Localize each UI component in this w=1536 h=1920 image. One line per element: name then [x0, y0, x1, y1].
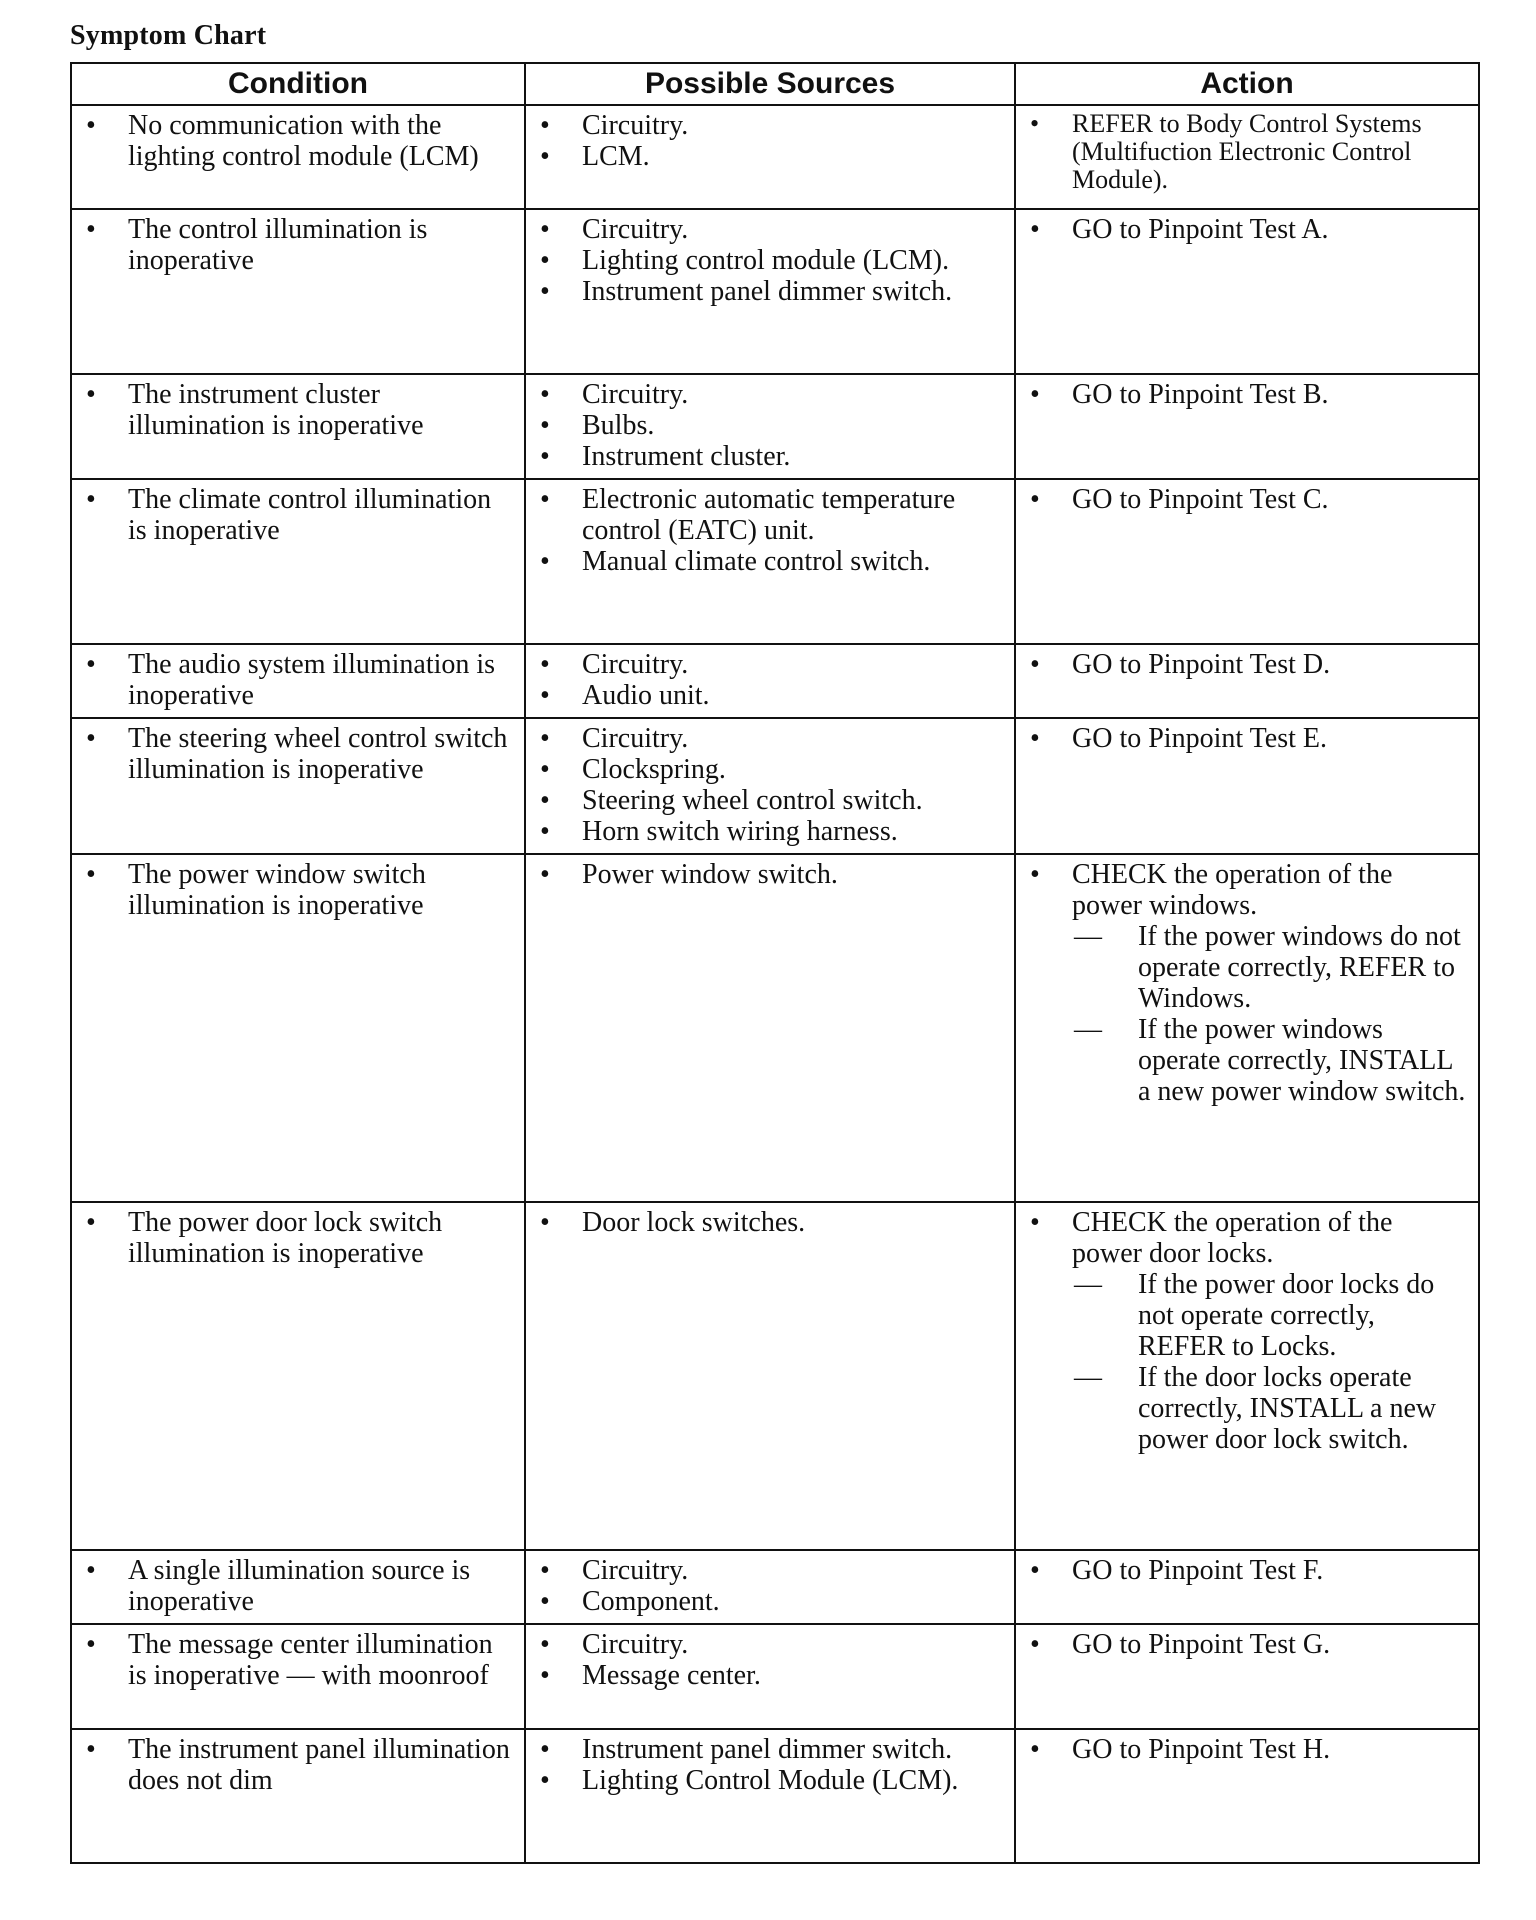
action-cell	[1015, 644, 1479, 718]
possible-sources-cell	[525, 718, 1015, 854]
source-item: • Steering wheel control switch.	[526, 785, 1014, 816]
action-cell	[1015, 854, 1479, 1202]
source-item: • Message center.	[526, 1660, 1014, 1691]
source-item: • Circuitry.	[526, 110, 1014, 141]
action-sub-item: — If the power windows do not operate correctly, REFER to Windows.	[1072, 921, 1468, 1014]
source-item: • Instrument panel dimmer switch.	[526, 276, 1014, 307]
condition-text: • The climate control illumination is inoperative	[72, 484, 524, 546]
condition-cell	[71, 105, 525, 209]
possible-sources-cell	[525, 1202, 1015, 1550]
table-row	[71, 854, 1479, 1202]
condition-text: • A single illumination source is inoperative	[72, 1555, 524, 1617]
action-item	[1016, 1734, 1478, 1765]
condition-text: • The instrument panel illumination does not dim	[72, 1734, 524, 1796]
table-body	[71, 105, 1479, 1863]
page-title: Symptom Chart	[70, 20, 267, 51]
possible-sources-cell	[525, 644, 1015, 718]
possible-sources-cell	[525, 374, 1015, 479]
table-row	[71, 479, 1479, 644]
possible-sources-cell	[525, 1624, 1015, 1729]
condition-cell	[71, 854, 525, 1202]
action-text: GO to Pinpoint Test A.	[1072, 214, 1329, 245]
action-sub-item: — If the door locks operate correctly, INSTALL a new power door lock switch.	[1072, 1362, 1468, 1455]
possible-sources-cell	[525, 105, 1015, 209]
action-item	[1016, 484, 1478, 515]
source-item: • Door lock switches.	[526, 1207, 1014, 1238]
action-cell	[1015, 1729, 1479, 1863]
condition-cell	[71, 644, 525, 718]
source-item: • Circuitry.	[526, 1629, 1014, 1660]
action-text: REFER to Body Control Systems (Multifuction Electronic Control Module).	[1072, 109, 1422, 194]
action-item	[1016, 379, 1478, 410]
action-cell	[1015, 1624, 1479, 1729]
source-item: • Instrument cluster.	[526, 441, 1014, 472]
possible-sources-cell	[525, 1729, 1015, 1863]
source-item: • Clockspring.	[526, 754, 1014, 785]
action-text: GO to Pinpoint Test B.	[1072, 379, 1329, 410]
source-item: • Circuitry.	[526, 649, 1014, 680]
condition-cell	[71, 1729, 525, 1863]
source-item: • Electronic automatic temperature control (EATC) unit.	[526, 484, 1014, 546]
condition-cell	[71, 374, 525, 479]
action-cell	[1015, 1550, 1479, 1624]
action-item	[1016, 214, 1478, 245]
table-row	[71, 1202, 1479, 1550]
condition-cell	[71, 1550, 525, 1624]
source-item: • Audio unit.	[526, 680, 1014, 711]
possible-sources-cell	[525, 209, 1015, 374]
action-item	[1016, 723, 1478, 754]
condition-text: • No communication with the lighting control module (LCM)	[72, 110, 524, 172]
condition-text: • The audio system illumination is inoperative	[72, 649, 524, 711]
table-row	[71, 718, 1479, 854]
action-sub-item: — If the power door locks do not operate correctly, REFER to Locks.	[1072, 1269, 1468, 1362]
action-text: CHECK the operation of the power door locks.	[1072, 1207, 1393, 1269]
action-text: GO to Pinpoint Test H.	[1072, 1734, 1331, 1765]
action-text: GO to Pinpoint Test E.	[1072, 723, 1327, 754]
condition-text: • The power door lock switch illumination is inoperative	[72, 1207, 524, 1269]
source-item: • Circuitry.	[526, 1555, 1014, 1586]
action-text: GO to Pinpoint Test F.	[1072, 1555, 1324, 1586]
condition-text: • The instrument cluster illumination is inoperative	[72, 379, 524, 441]
source-item: • Component.	[526, 1586, 1014, 1617]
source-item: • Power window switch.	[526, 859, 1014, 890]
action-cell	[1015, 374, 1479, 479]
source-item: • Bulbs.	[526, 410, 1014, 441]
source-item: • Manual climate control switch.	[526, 546, 1014, 577]
table-row	[71, 374, 1479, 479]
header-condition: Condition	[71, 63, 525, 105]
possible-sources-cell	[525, 854, 1015, 1202]
condition-cell	[71, 1624, 525, 1729]
table-row	[71, 1624, 1479, 1729]
source-item: • LCM.	[526, 141, 1014, 172]
table-row	[71, 105, 1479, 209]
action-item	[1016, 859, 1478, 1107]
action-cell	[1015, 718, 1479, 854]
action-text: GO to Pinpoint Test G.	[1072, 1629, 1331, 1660]
action-item	[1016, 649, 1478, 680]
action-cell	[1015, 1202, 1479, 1550]
condition-cell	[71, 479, 525, 644]
condition-cell	[71, 1202, 525, 1550]
action-cell	[1015, 209, 1479, 374]
table-row	[71, 209, 1479, 374]
source-item: • Instrument panel dimmer switch.	[526, 1734, 1014, 1765]
condition-text: • The message center illumination is inoperative — with moonroof	[72, 1629, 524, 1691]
source-item: • Circuitry.	[526, 379, 1014, 410]
table-row	[71, 644, 1479, 718]
source-item: • Circuitry.	[526, 214, 1014, 245]
action-item	[1016, 110, 1478, 194]
table-header-row	[71, 63, 1479, 105]
condition-text: • The steering wheel control switch illumination is inoperative	[72, 723, 524, 785]
action-cell	[1015, 105, 1479, 209]
source-item: • Lighting Control Module (LCM).	[526, 1765, 1014, 1796]
condition-text: • The power window switch illumination is inoperative	[72, 859, 524, 921]
possible-sources-cell	[525, 479, 1015, 644]
header-possible-sources: Possible Sources	[525, 63, 1015, 105]
action-item	[1016, 1555, 1478, 1586]
action-item	[1016, 1629, 1478, 1660]
action-sub-item: — If the power windows operate correctly, INSTALL a new power window switch.	[1072, 1014, 1468, 1107]
condition-cell	[71, 718, 525, 854]
action-item	[1016, 1207, 1478, 1455]
source-item: • Circuitry.	[526, 723, 1014, 754]
table-row	[71, 1550, 1479, 1624]
header-action: Action	[1015, 63, 1479, 105]
possible-sources-cell	[525, 1550, 1015, 1624]
action-cell	[1015, 479, 1479, 644]
source-item: • Horn switch wiring harness.	[526, 816, 1014, 847]
table-row	[71, 1729, 1479, 1863]
symptom-chart-table	[70, 62, 1480, 1864]
source-item: • Lighting control module (LCM).	[526, 245, 1014, 276]
condition-text: • The control illumination is inoperative	[72, 214, 524, 276]
action-text: GO to Pinpoint Test C.	[1072, 484, 1329, 515]
action-text: CHECK the operation of the power windows.	[1072, 859, 1393, 921]
condition-cell	[71, 209, 525, 374]
action-text: GO to Pinpoint Test D.	[1072, 649, 1331, 680]
